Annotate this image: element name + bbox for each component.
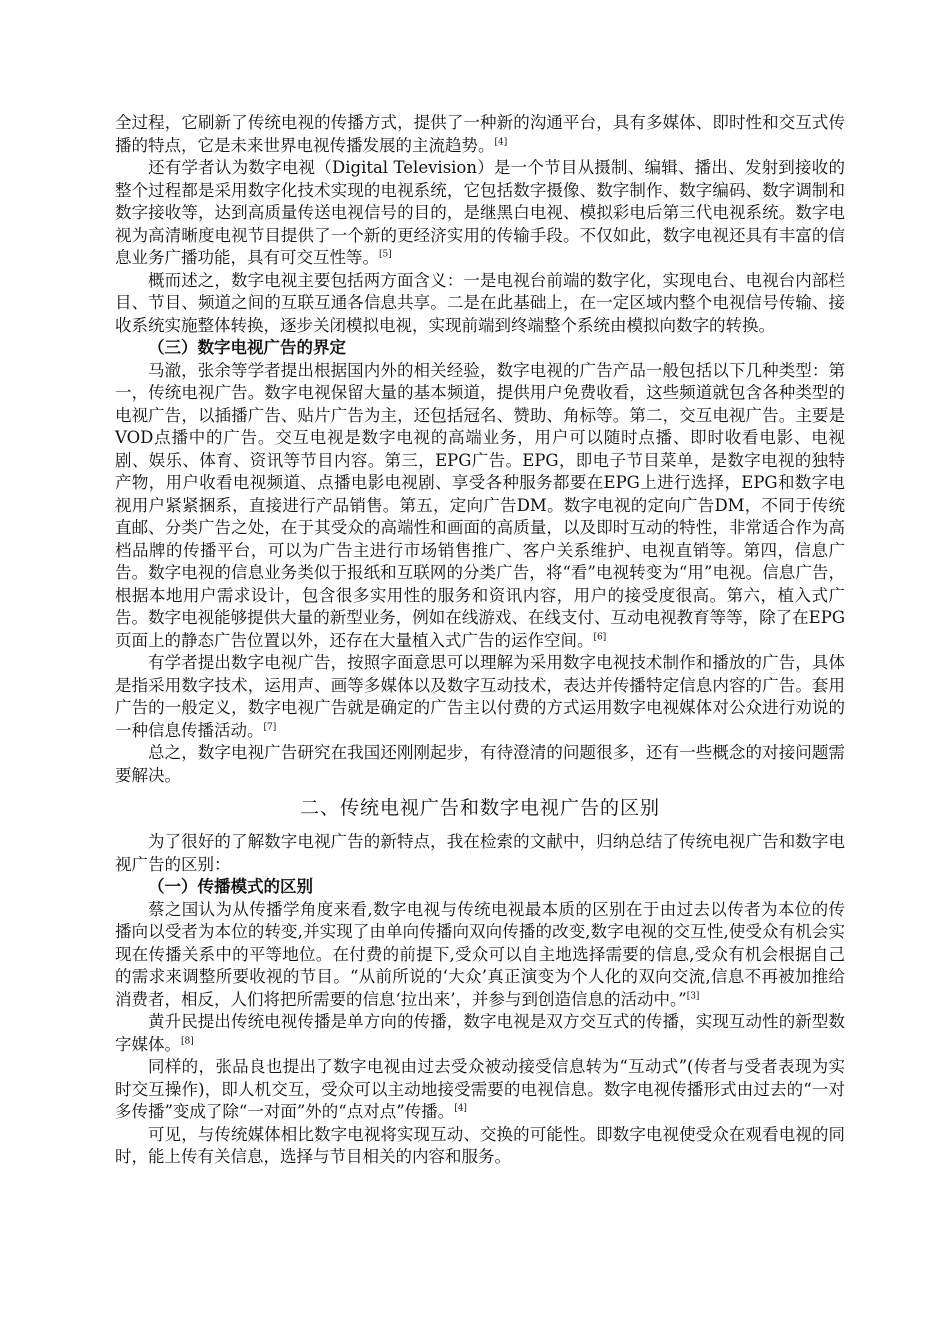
- paragraph-ad-definition: [115, 652, 845, 742]
- document-page: [115, 112, 845, 1169]
- paragraph-text: 黄升民提出传统电视传播是单方向的传播，数字电视是双方交互式的传播，实现互动性的新型数字媒体。: [115, 1012, 845, 1054]
- paragraph-continuation: [115, 112, 845, 157]
- paragraph-conclusion: [115, 742, 845, 787]
- paragraph-text: 蔡之国认为从传播学角度来看,数字电视与传统电视最本质的区别在于由过去以传者为本位的传播向以受者为本位的转变,并实现了由单向传播向双向传播的改变,数字电视的交互性,使受众有机会实现在传播关系中的平等地位。在付费的前提下,受众可以自主地选择需要的信息,受众有机会根据自己的需求来调整所要收视的节目。“从前所说的‘大众’真正演变为个人化的双向交流,信息不再被加推给消费者，相反，人们将把所需要的信息‘拉出来’，并参与到创造信息的活动中。”: [115, 899, 845, 1009]
- paragraph-text: 为了很好的了解数字电视广告的新特点，我在检索的文献中，归纳总结了传统电视广告和数字电视广告的区别：: [115, 832, 845, 874]
- paragraph-text: 同样的，张品良也提出了数字电视由过去受众被动接受信息转为“互动式”(传者与受者表现为实时交互操作)，即人机交互，受众可以主动地接受需要的电视信息。数字电视传播形式由过去的“一对多传播”变成了除“一对面”外的“点对点”传播。: [115, 1057, 845, 1121]
- subheading-3: （三）数字电视广告的界定: [148, 338, 346, 357]
- paragraph-ad-types: [115, 360, 845, 653]
- section-title-2: 二、传统电视广告和数字电视广告的区别: [299, 797, 660, 819]
- citation-ref: [4]: [454, 1103, 467, 1114]
- citation-ref: [8]: [181, 1036, 194, 1046]
- citation-ref: [7]: [263, 722, 277, 732]
- paragraph-summary: [115, 270, 845, 338]
- paragraph-text: 马澈，张余等学者提出根据国内外的相关经验，数字电视的广告产品一般包括以下几种类型：第一，传统电视广告。数字电视保留大量的基本频道，提供用户免费收看，这些频道就包含各种类型的电视广告，以插播广告、贴片广告为主，还包括冠名、赞助、角标等。第二，交互电视广告。主要是VOD点播中的广告。交互电视是数字电视的高端业务，用户可以随时点播、即时收看电影、电视剧、娱乐、体育、资讯等节目内容。第三，EPG广告。EPG，即电子节目菜单，是数字电视的独特产物，用户收看电视频道、点播电影电视剧、享受各种服务都要在EPG上进行选择，EPG和数字电视用户紧紧捆系，直接进行产品销售。第五，定向广告DM。数字电视的定向广告DM，不同于传统直邮、分类广告之处，在于其受众的高端性和画面的高质量，以及即时互动的特性，非常适合作为高档品牌的传播平台，可以为广告主进行市场销售推广、客户关系维护、电视直销等。第四，信息广告。数字电视的信息业务类似于报纸和互联网的分类广告，将“看”电视转变为“用”电视。信息广告，根据本地用户需求设计，包含很多实用性的服务和资讯内容，用户的接受度很高。第六，植入式广告。数字电视能够提供大量的新型业务，例如在线游戏、在线支付、互动电视教育等等，除了在EPG页面上的静态广告位置以外，还存在大量植入式广告的运作空间。: [115, 360, 845, 650]
- paragraph-text: 还有学者认为数字电视（Digital Television）是一个节目从摄制、编辑、播出、发射到接收的整个过程都是采用数字化技术实现的电视系统，它包括数字摄像、数字制作、数字编码、数字调制和数字接收等，达到高质量传送电视信号的目的，是继黑白电视、模拟彩电后第三代电视系统。数字电视为高清晰度电视节目提供了一个新的更经济实用的传输手段。不仅如此，数字电视还具有丰富的信息业务广播功能，具有可交互性等。: [115, 158, 845, 267]
- paragraph-final: [115, 1124, 845, 1169]
- paragraph-section-intro: [115, 831, 845, 876]
- paragraph-huang: [115, 1011, 845, 1056]
- paragraph-zhang: [115, 1056, 845, 1124]
- citation-ref: [6]: [593, 632, 607, 642]
- paragraph-text: 概而述之，数字电视主要包括两方面含义：一是电视台前端的数字化，实现电台、电视台内部栏目、节目、频道之间的互联互通各信息共享。二是在此基础上，在一定区域内整个电视信号传输、接收系统实施整体转换，逐步关闭模拟电视，实现前端到终端整个系统由模拟向数字的转换。: [115, 270, 845, 335]
- citation-ref: [3]: [686, 991, 700, 1001]
- subheading-a: （一）传播模式的区别: [148, 877, 313, 896]
- citation-ref: [5]: [379, 249, 392, 260]
- paragraph-cai: [115, 899, 845, 1012]
- paragraph-text: 可见，与传统媒体相比数字电视将实现互动、交换的可能性。即数字电视使受众在观看电视的同时，能上传有关信息，选择与节目相关的内容和服务。: [115, 1124, 845, 1166]
- paragraph-text: 全过程，它刷新了传统电视的传播方式，提供了一种新的沟通平台，具有多媒体、即时性和交互式传播的特点，它是未来世界电视传播发展的主流趋势。: [115, 113, 845, 155]
- paragraph-text: 总之，数字电视广告研究在我国还刚刚起步，有待澄清的问题很多，还有一些概念的对接问题需要解决。: [115, 743, 845, 785]
- citation-ref: [4]: [494, 137, 508, 147]
- paragraph-text: 有学者提出数字电视广告，按照字面意思可以理解为采用数字电视技术制作和播放的广告，具体是指采用数字技术，运用声、画等多媒体以及数字互动技术，表达并传播特定信息内容的广告。套用广告的一般定义，数字电视广告就是确定的广告主以付费的方式运用数字电视媒体对公众进行劝说的一种信息传播活动。: [115, 653, 845, 740]
- paragraph-digital-tv-definition: [115, 157, 845, 270]
